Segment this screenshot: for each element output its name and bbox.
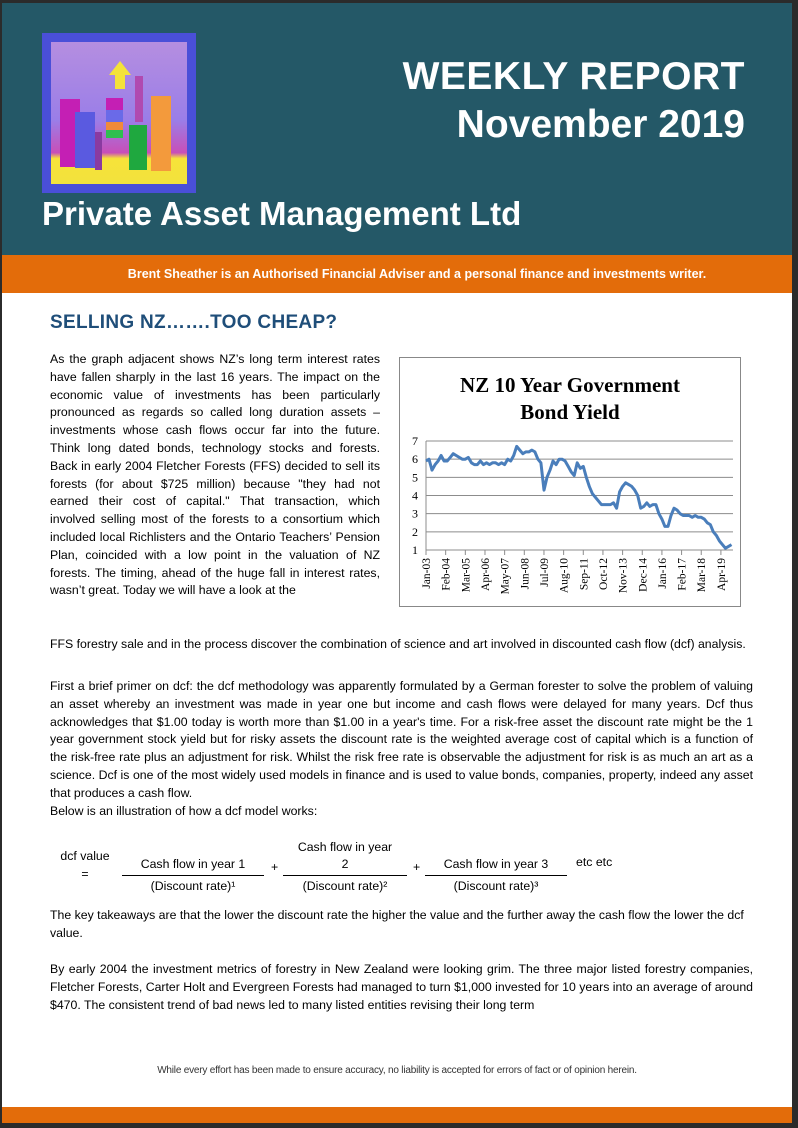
building-blocks-chart-icon xyxy=(42,33,196,193)
logo-figure-top xyxy=(135,76,143,122)
y-tick-label: 6 xyxy=(412,452,418,467)
x-tick-label: Oct-12 xyxy=(597,558,610,590)
formula-denominator: (Discount rate)¹ xyxy=(150,879,236,893)
formula-plus-2: + xyxy=(413,860,421,874)
formula-label-text: dcf value xyxy=(60,849,110,863)
numerator-text: Cash flow in year 3 xyxy=(443,857,549,871)
adviser-banner xyxy=(2,255,792,293)
article-paragraph-2-body: First a brief primer on dcf: the dcf methodology was apparently formulated by a German forester to solve the problem of valuing an asset whereby an investment was made in year one but income and cash flows were delayed for many years. Dcf thus acknowledges that $1.00 today is worth more than $1.00 in a year's time. For a risk-free asset the discount rate might be the 1 year government stock yield but for risky assets the discount rate is the weighted average cost of capital which is a function of the risk-free rate plus an adjustment for risk. Whilst the risk free rate is observable the adjustment for risk is as much an art as a science. Dcf is one of the most widely used models in finance and is used to value bonds, companies, property, indeed any asset that produces a cash flow. xyxy=(50,679,753,800)
dcf-formula xyxy=(2,833,792,893)
y-tick-label: 1 xyxy=(412,543,418,557)
article-paragraph-2-last-line: Below is an illustration of how a dcf model works: xyxy=(50,803,318,818)
y-tick-label: 4 xyxy=(412,488,418,503)
logo-block-blue xyxy=(75,112,95,168)
y-tick-label: 3 xyxy=(412,506,418,521)
company-name: Private Asset Management Ltd xyxy=(42,195,522,232)
x-tick-label: Jun-08 xyxy=(519,558,532,590)
formula-label xyxy=(55,847,115,883)
formula-numerator xyxy=(122,833,264,873)
numerator-text: Cash flow in year 1 xyxy=(140,857,246,871)
formula-term-3 xyxy=(425,833,567,895)
y-tick-label: 7 xyxy=(412,434,418,448)
article-paragraph-2 xyxy=(50,678,753,820)
x-tick-label: Nov-13 xyxy=(617,558,630,594)
x-tick-label: Feb-17 xyxy=(676,558,689,591)
report-date: November 2019 xyxy=(456,103,745,146)
x-tick-label: Jul-09 xyxy=(538,558,551,587)
fraction-bar xyxy=(283,875,407,876)
report-header xyxy=(2,3,792,255)
logo-artwork xyxy=(51,42,187,184)
logo-figure-bottom xyxy=(95,132,102,170)
x-tick-label: Dec-14 xyxy=(637,558,650,592)
formula-plus-1: + xyxy=(271,860,279,874)
formula-term-2 xyxy=(283,833,407,895)
formula-denominator: (Discount rate)³ xyxy=(453,879,539,893)
x-tick-label: Jan-16 xyxy=(656,558,669,589)
y-tick-label: 2 xyxy=(412,524,418,539)
formula-term-1 xyxy=(122,833,264,895)
x-tick-label: Feb-04 xyxy=(440,558,453,591)
adviser-banner-text: Brent Sheather is an Authorised Financial Adviser and a personal finance and investments writer. xyxy=(127,267,707,281)
logo-block-stack xyxy=(106,98,123,138)
disclaimer: While every effort has been made to ensure accuracy, no liability is accepted for errors of fact or of opinion herein. xyxy=(157,1065,637,1076)
numerator-text: Cash flow in year 2 xyxy=(297,840,393,871)
x-tick-label: Apr-19 xyxy=(715,558,728,591)
formula-denominator: (Discount rate)² xyxy=(302,879,388,893)
chart-title-line-1: NZ 10 Year Government xyxy=(460,373,680,397)
fraction-bar xyxy=(425,875,567,876)
x-tick-label: Apr-06 xyxy=(479,558,492,591)
article-headline: SELLING NZ…….TOO CHEAP? xyxy=(50,312,338,333)
footer-bar xyxy=(2,1107,792,1123)
x-tick-label: Aug-10 xyxy=(558,558,571,594)
formula-suffix: etc etc xyxy=(576,855,613,869)
report-page xyxy=(2,3,792,1123)
logo-block-green xyxy=(129,125,147,170)
formula-numerator xyxy=(425,833,567,873)
x-tick-label: Mar-05 xyxy=(460,558,473,593)
logo-arrow-stem xyxy=(115,75,125,89)
x-tick-label: Mar-18 xyxy=(696,558,709,593)
bond-yield-chart xyxy=(399,357,741,607)
formula-equals: = xyxy=(81,867,89,881)
logo-block-orange xyxy=(151,96,171,171)
article-paragraph-3: The key takeaways are that the lower the discount rate the higher the value and the further away the cash flow the lower the dcf value. xyxy=(50,908,744,940)
x-tick-label: Sep-11 xyxy=(578,558,591,591)
x-tick-label: Jan-03 xyxy=(421,558,433,589)
article-paragraph-1-continued: FFS forestry sale and in the process discover the combination of science and art involved in discounted cash flow (dcf) analysis. xyxy=(50,637,746,651)
y-tick-label: 5 xyxy=(412,470,418,485)
fraction-bar xyxy=(122,875,264,876)
article-paragraph-1: As the graph adjacent shows NZ’s long term interest rates have fallen sharply in the last 16 years. The impact on the economic value of investments has been particularly pronounced as regards so called long duration assets – investments whose cash flows occur far into the future. Think long dated bonds, technology stocks and forests. Back in early 2004 Fletcher Forests (FFS) decided to sell its forests (for about $725 million) because "they had not earned their cost of capital." That transaction, which involved selling most of the forests to a consortium which included local Richlisters and the Ontario Teachers’ Pension Plan, coincided with a low point in the valuation of NZ forests. The timing, ahead of the huge fall in interest rates, wasn’t great. Today we will have a look at the xyxy=(50,352,380,598)
article-paragraph-4: By early 2004 the investment metrics of forestry in New Zealand were looking grim. The three major listed forestry companies, Fletcher Forests, Carter Holt and Evergreen Forests had managed to turn $1,000 invested for 10 years into an average of around $470. The consistent trend of bad news led to many listed entities revising their long term xyxy=(50,962,753,1012)
chart-plot-area xyxy=(400,358,740,606)
x-tick-label: May-07 xyxy=(499,558,512,595)
chart-title-line-2: Bond Yield xyxy=(520,400,620,424)
report-title: WEEKLY REPORT xyxy=(402,55,745,98)
formula-numerator xyxy=(283,833,407,873)
logo-arrow-up xyxy=(109,61,131,75)
bond-yield-series-line xyxy=(426,446,732,548)
